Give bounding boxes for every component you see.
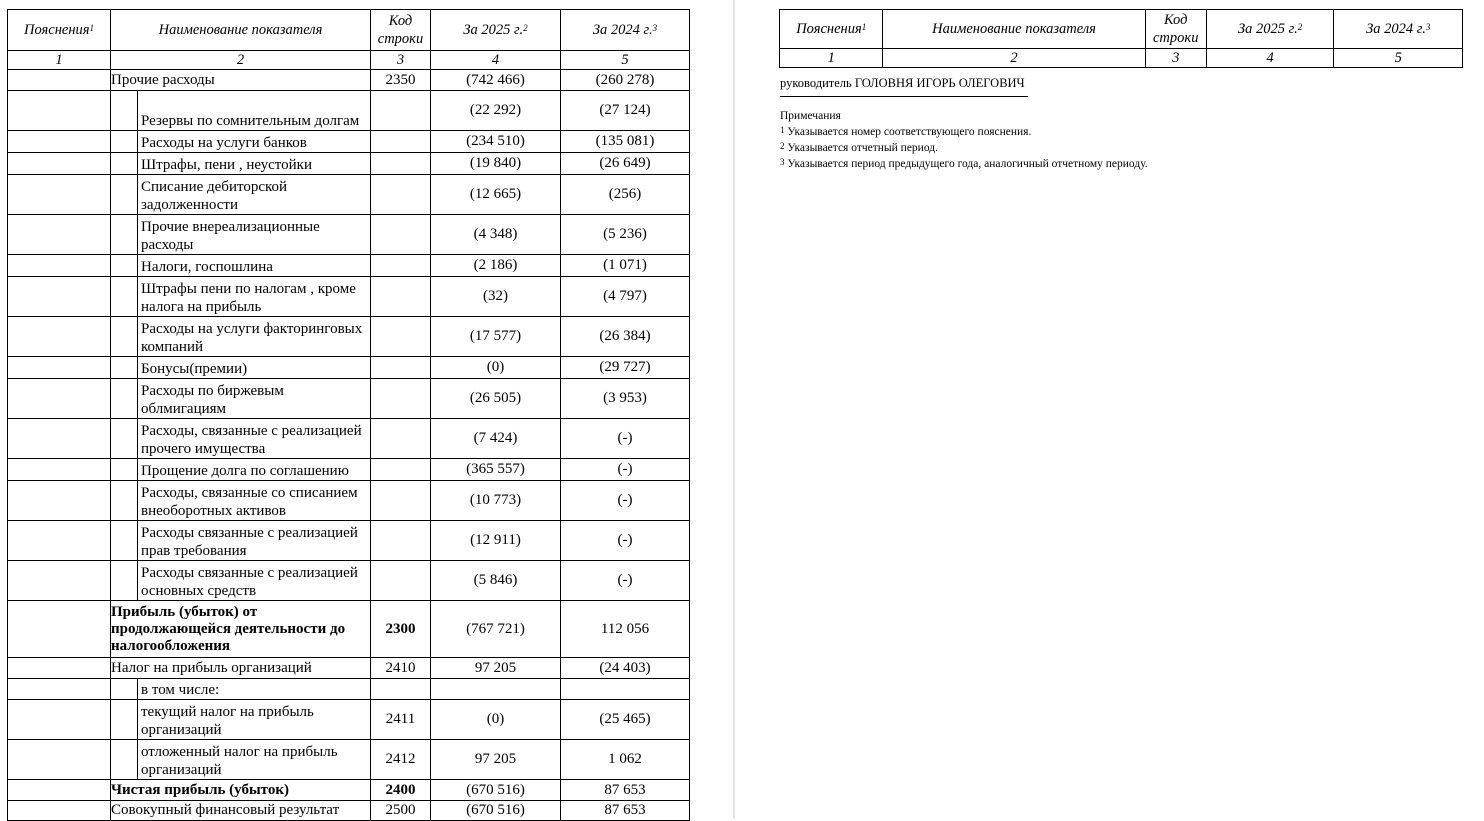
value-2024-cell: 87 653	[561, 780, 690, 801]
line-code-cell	[371, 175, 431, 215]
value-2024-cell: 112 056	[561, 601, 690, 658]
value-2025-cell: (12 911)	[431, 521, 561, 561]
value-2025-cell: (742 466)	[431, 70, 561, 91]
value-2024-cell: (5 236)	[561, 215, 690, 255]
notes-cell	[8, 801, 111, 821]
notes-cell	[8, 215, 111, 255]
table-row	[8, 601, 690, 658]
indicator-name: Штрафы пени по налогам , кроме налога на прибыль	[141, 281, 356, 315]
notes-cell	[8, 70, 111, 91]
line-code-cell	[371, 379, 431, 419]
table-row	[8, 700, 690, 740]
indicator-name-cell	[111, 215, 371, 255]
header-row	[8, 10, 690, 51]
value-2024-cell: 1 062	[561, 740, 690, 780]
value-2024-cell: (26 384)	[561, 317, 690, 357]
value-2025-cell: (17 577)	[431, 317, 561, 357]
indicator-name: Расходы связанные с реализацией основных средств	[141, 565, 358, 599]
footnotes	[780, 108, 1148, 172]
value-2025-cell: (4 348)	[431, 215, 561, 255]
value-2024-cell: (256)	[561, 175, 690, 215]
value-2025-cell: (12 665)	[431, 175, 561, 215]
indicator-name-cell	[111, 317, 371, 357]
line-code-cell: 2400	[371, 780, 431, 801]
indicator-name-cell	[111, 379, 371, 419]
indicator-name: Бонусы(премии)	[141, 361, 248, 377]
page-divider	[733, 0, 735, 819]
line-code-cell	[371, 317, 431, 357]
table-row	[8, 153, 690, 175]
line-code-cell: 2500	[371, 801, 431, 821]
notes-cell	[8, 679, 111, 700]
line-code-cell	[371, 131, 431, 153]
notes-cell	[8, 521, 111, 561]
notes-cell	[8, 481, 111, 521]
line-code-cell: 2411	[371, 700, 431, 740]
value-2025-cell: (670 516)	[431, 780, 561, 801]
header-indicator-name: Наименование показателя	[111, 10, 371, 51]
financial-results-table	[7, 9, 690, 821]
indicator-name: Расходы по биржевым облмигациям	[141, 383, 284, 417]
value-2025-cell: (234 510)	[431, 131, 561, 153]
indicator-name: Расходы связанные с реализацией прав требования	[141, 525, 358, 559]
table-row	[8, 419, 690, 459]
indicator-name: текущий налог на прибыль организаций	[141, 704, 314, 738]
value-2025-cell: (767 721)	[431, 601, 561, 658]
indicator-name: отложенный налог на прибыль организаций	[141, 744, 338, 778]
value-2024-cell: (3 953)	[561, 379, 690, 419]
line-code-cell: 2410	[371, 658, 431, 679]
header-period-2025: За 2025 г.$^2$	[1206, 10, 1334, 49]
header-period-2025: За 2025 г.$^2$	[431, 10, 561, 51]
footnote: $^1$ Указывается номер соответствующего пояснения.	[780, 125, 1032, 138]
notes-cell	[8, 317, 111, 357]
notes-cell	[8, 255, 111, 277]
indicator-name: Штрафы, пени , неустойки	[141, 157, 312, 173]
value-2024-cell: (1 071)	[561, 255, 690, 277]
notes-cell	[8, 131, 111, 153]
table-row	[8, 255, 690, 277]
value-2025-cell: (0)	[431, 700, 561, 740]
value-2024-cell: (29 727)	[561, 357, 690, 379]
value-2024-cell: (-)	[561, 419, 690, 459]
notes-cell	[8, 357, 111, 379]
indicator-name-cell	[111, 700, 371, 740]
value-2024-cell: (-)	[561, 481, 690, 521]
line-code-cell: 2350	[371, 70, 431, 91]
line-code-cell: 2300	[371, 601, 431, 658]
notes-cell	[8, 601, 111, 658]
indicator-name: Налоги, госпошлина	[141, 259, 273, 275]
indicator-name: Списание дебиторской задолженности	[141, 179, 288, 213]
value-2024-cell: (27 124)	[561, 91, 690, 131]
header-period-2024: За 2024 г.$^3$	[1334, 10, 1463, 49]
value-2024-cell: (-)	[561, 561, 690, 601]
notes-cell	[8, 419, 111, 459]
indicator-name-cell	[111, 357, 371, 379]
indicator-name-cell	[111, 679, 371, 700]
header-indicator-name: Наименование показателя	[883, 10, 1145, 49]
value-2024-cell: (-)	[561, 521, 690, 561]
value-2025-cell: (0)	[431, 357, 561, 379]
indicator-name: Прощение долга по соглашению	[141, 463, 349, 479]
header-row	[780, 10, 1463, 49]
indicator-name-cell: Совокупный финансовый результат	[111, 801, 371, 821]
table-row	[8, 481, 690, 521]
indicator-name-cell	[111, 561, 371, 601]
indicator-name: Резервы по сомнительным долгам	[141, 113, 360, 129]
value-2024-cell	[561, 679, 690, 700]
value-2025-cell: (10 773)	[431, 481, 561, 521]
value-2024-cell: (25 465)	[561, 700, 690, 740]
table-row	[8, 801, 690, 821]
table-row	[8, 357, 690, 379]
value-2025-cell	[431, 679, 561, 700]
line-code-cell	[371, 277, 431, 317]
indicator-name-cell: Налог на прибыль организаций	[111, 658, 371, 679]
footnotes-title: Примечания	[780, 110, 841, 122]
line-code-cell	[371, 481, 431, 521]
indicator-name-cell	[111, 91, 371, 131]
indicator-name: в том числе:	[141, 682, 220, 698]
footnote: $^2$ Указывается отчетный период.	[780, 141, 938, 154]
indicator-name-cell	[111, 153, 371, 175]
column-number-row: 1 2 3 4 5	[780, 49, 1463, 68]
header-line-code: Код строки	[371, 10, 431, 51]
notes-cell	[8, 91, 111, 131]
value-2025-cell: (22 292)	[431, 91, 561, 131]
indicator-name: Расходы, связанные со списанием внеоборотных активов	[141, 485, 358, 519]
table-row	[8, 91, 690, 131]
notes-cell	[8, 153, 111, 175]
line-code-cell	[371, 561, 431, 601]
value-2024-cell: (26 649)	[561, 153, 690, 175]
indicator-name-cell	[111, 459, 371, 481]
notes-cell	[8, 780, 111, 801]
indicator-name-cell	[111, 481, 371, 521]
indicator-name: Расходы на услуги факторинговых компаний	[141, 321, 363, 355]
header-notes: Пояснения$^1$	[780, 10, 883, 49]
table-row	[8, 740, 690, 780]
notes-cell	[8, 379, 111, 419]
value-2024-cell: 87 653	[561, 801, 690, 821]
table-row	[8, 561, 690, 601]
value-2025-cell: (32)	[431, 277, 561, 317]
line-code-cell	[371, 215, 431, 255]
notes-cell	[8, 700, 111, 740]
footnote: $^3$ Указывается период предыдущего года, аналогичный отчетному периоду.	[780, 157, 1148, 170]
table-row	[8, 70, 690, 91]
indicator-name-cell	[111, 521, 371, 561]
value-2024-cell: (24 403)	[561, 658, 690, 679]
value-2025-cell: 97 205	[431, 658, 561, 679]
notes-cell	[8, 740, 111, 780]
line-code-cell	[371, 521, 431, 561]
line-code-cell	[371, 459, 431, 481]
notes-cell	[8, 459, 111, 481]
indicator-name-cell	[111, 255, 371, 277]
table-row	[8, 175, 690, 215]
value-2025-cell: 97 205	[431, 740, 561, 780]
table-row	[8, 780, 690, 801]
line-code-cell	[371, 419, 431, 459]
indicator-name-cell: Прибыль (убыток) от продолжающейся деятельности до налогообложения	[111, 601, 371, 658]
value-2025-cell: (19 840)	[431, 153, 561, 175]
value-2025-cell: (2 186)	[431, 255, 561, 277]
table-row	[8, 521, 690, 561]
value-2025-cell: (365 557)	[431, 459, 561, 481]
table-row	[8, 658, 690, 679]
value-2025-cell: (670 516)	[431, 801, 561, 821]
value-2024-cell: (-)	[561, 459, 690, 481]
line-code-cell	[371, 679, 431, 700]
header-period-2024: За 2024 г.$^3$	[561, 10, 690, 51]
value-2024-cell: (260 278)	[561, 70, 690, 91]
indicator-name-cell: Чистая прибыль (убыток)	[111, 780, 371, 801]
value-2024-cell: (4 797)	[561, 277, 690, 317]
table-row	[8, 131, 690, 153]
indicator-name-cell	[111, 175, 371, 215]
line-code-cell	[371, 91, 431, 131]
notes-cell	[8, 175, 111, 215]
table-row	[8, 215, 690, 255]
value-2024-cell: (135 081)	[561, 131, 690, 153]
line-code-cell	[371, 357, 431, 379]
indicator-name-cell	[111, 277, 371, 317]
table-row	[8, 459, 690, 481]
line-code-cell	[371, 153, 431, 175]
header-notes: Пояснения$^1$	[8, 10, 111, 51]
notes-cell	[8, 658, 111, 679]
indicator-name-cell	[111, 131, 371, 153]
indicator-name-cell: Прочие расходы	[111, 70, 371, 91]
header-line-code: Код строки	[1145, 10, 1206, 49]
value-2025-cell: (7 424)	[431, 419, 561, 459]
value-2025-cell: (26 505)	[431, 379, 561, 419]
value-2025-cell: (5 846)	[431, 561, 561, 601]
column-number-row: 1 2 3 4 5	[8, 51, 690, 70]
table-row	[8, 317, 690, 357]
notes-cell	[8, 561, 111, 601]
indicator-name: Прочие внереализационные расходы	[141, 219, 320, 253]
indicator-name-cell	[111, 419, 371, 459]
signer-line: руководитель ГОЛОВНЯ ИГОРЬ ОЛЕГОВИЧ	[780, 76, 1028, 97]
indicator-name-cell	[111, 740, 371, 780]
indicator-name: Расходы, связанные с реализацией прочего имущества	[141, 423, 362, 457]
line-code-cell	[371, 255, 431, 277]
notes-cell	[8, 277, 111, 317]
table-row	[8, 277, 690, 317]
table-row	[8, 679, 690, 700]
continuation-header-table	[779, 9, 1463, 68]
table-row	[8, 379, 690, 419]
line-code-cell: 2412	[371, 740, 431, 780]
indicator-name: Расходы на услуги банков	[141, 135, 307, 151]
